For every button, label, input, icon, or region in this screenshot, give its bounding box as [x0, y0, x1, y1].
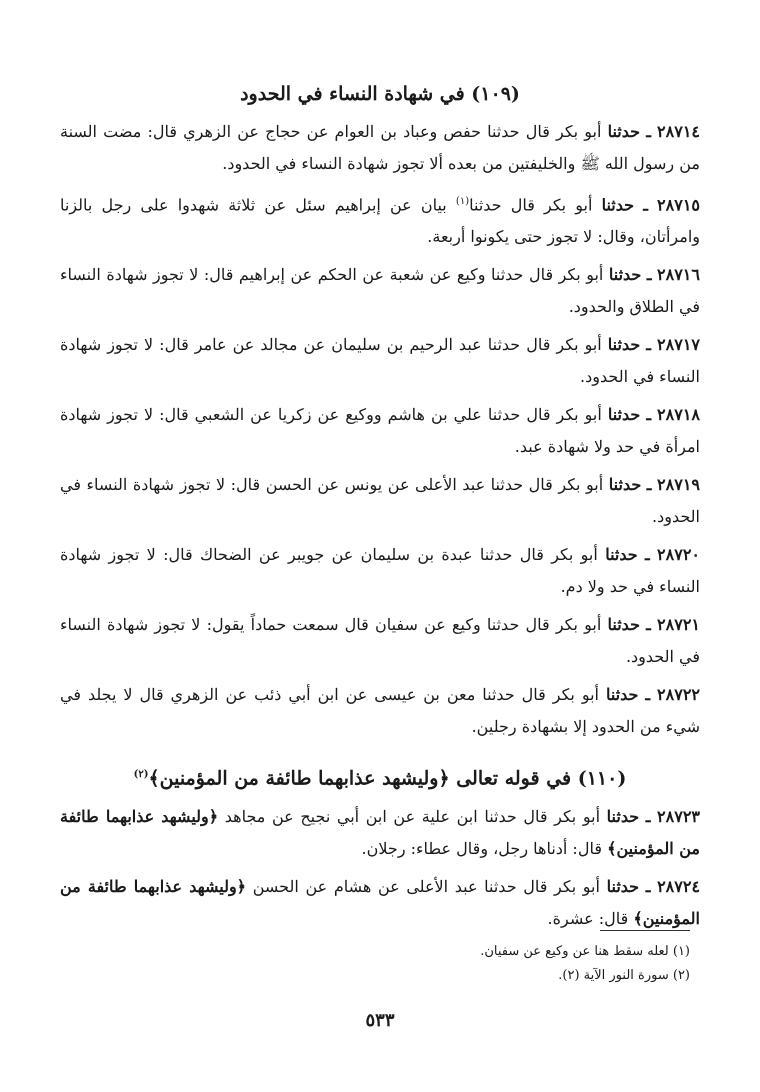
hadith-28717	[60, 329, 700, 393]
dash: ـ	[646, 615, 651, 635]
hadith-text: أبو بكر قال حدثنا وكيع عن سفيان قال سمعت حماداً يقول: لا تجوز شهادة النساء في الحدود.	[60, 615, 700, 667]
hadith-text: أبو بكر قال حدثنا عبد الأعلى عن هشام عن الحسن	[252, 876, 600, 896]
footnote-rule	[600, 930, 690, 931]
hadith-lead: حدثنا	[607, 405, 641, 425]
hadith-text: أبو بكر قال حدثنا معن بن عيسى عن ابن أبي ذئب عن الزهري قال لا يجلد في شيء من الحدود إلا بشهادة رجلين.	[60, 685, 700, 737]
footnote-2: (٢) سورة النور الآية (٢).	[558, 968, 690, 983]
dash: ـ	[645, 806, 651, 826]
hadith-text: أبو بكر قال حدثنا عبدة بن سليمان عن جويبر عن الضحاك قال: لا تجوز شهادة النساء في حد ولا دم.	[60, 545, 700, 597]
dash: ـ	[646, 335, 651, 355]
hadith-text-cont: قال: أدناها رجل، وقال عطاء: رجلان.	[361, 838, 602, 858]
hadith-28719	[60, 469, 700, 533]
dash: ـ	[646, 265, 652, 285]
quran-quote: ﴿وليشهد عذابهما طائفة من المؤمنين﴾	[60, 806, 700, 858]
hadith-lead: حدثنا	[608, 475, 642, 495]
footnote-ref: (١)	[455, 196, 470, 207]
hadith-lead: حدثنا	[607, 122, 641, 141]
hadith-28716	[60, 259, 700, 323]
section-title: (١١٠) في قوله تعالى ﴿وليشهد عذابهما طائفة من المؤمنين﴾	[148, 767, 627, 790]
page-number: ٥٣٣	[365, 1010, 395, 1031]
section-heading-110	[60, 761, 700, 792]
hadith-text: أبو بكر قال حدثنا	[469, 195, 593, 215]
dash: ـ	[646, 122, 651, 141]
hadith-lead: حدثنا	[607, 335, 641, 355]
footnote-ref: (٢)	[133, 769, 149, 781]
hadith-number: ٢٨٧٢١	[657, 615, 700, 635]
hadith-text-cont: قال: عشرة.	[547, 908, 629, 928]
hadith-lead: حدثنا	[606, 876, 640, 896]
page-body	[60, 80, 700, 941]
hadith-28721	[60, 609, 700, 673]
hadith-text-cont: بيان عن إبراهيم سئل عن ثلاثة شهدوا على رجل بالزنا وامرأتان، وقال: لا تجوز حتى يكونوا أربعة.	[60, 195, 700, 247]
hadith-lead: حدثنا	[601, 195, 635, 215]
hadith-28722	[60, 679, 700, 743]
hadith-28718	[60, 399, 700, 463]
hadith-text: أبو بكر قال حدثنا حفص وعباد بن العوام عن حجاج عن الزهري قال: مضت السنة من رسول الله ﷺ والخليفتين من بعده ألا تجوز شهادة النساء في الحدود.	[60, 122, 700, 173]
footnotes	[300, 940, 690, 988]
footnote-1: (١) لعله سقط هنا عن وكيع عن سفيان.	[480, 944, 690, 959]
hadith-28715	[60, 186, 700, 253]
hadith-text: أبو بكر قال حدثنا عبد الأعلى عن يونس عن الحسن قال: لا تجوز شهادة النساء في الحدود.	[60, 475, 700, 527]
hadith-text: أبو بكر قال حدثنا ابن علية عن ابن أبي نجيح عن مجاهد	[224, 806, 601, 826]
hadith-number: ٢٨٧١٩	[657, 475, 701, 495]
hadith-lead: حدثنا	[607, 615, 640, 635]
dash: ـ	[643, 195, 648, 215]
hadith-lead: حدثنا	[605, 685, 639, 705]
hadith-lead: حدثنا	[605, 545, 638, 565]
hadith-number: ٢٨٧١٧	[657, 335, 700, 355]
hadith-number: ٢٨٧١٥	[657, 195, 700, 215]
section-heading-109: (١٠٩) في شهادة النساء في الحدود	[240, 83, 520, 105]
dash: ـ	[645, 545, 650, 565]
hadith-28714	[60, 116, 700, 180]
dash: ـ	[645, 685, 651, 705]
hadith-number: ٢٨٧٢٠	[657, 545, 701, 565]
hadith-text: أبو بكر قال حدثنا وكيع عن شعبة عن الحكم عن إبراهيم قال: لا تجوز شهادة النساء في الطلاق والحدود.	[60, 265, 700, 317]
hadith-number: ٢٨٧٢٣	[657, 806, 701, 826]
dash: ـ	[646, 475, 652, 495]
hadith-28723	[60, 801, 700, 865]
hadith-number: ٢٨٧١٤	[657, 122, 701, 141]
hadith-lead: حدثنا	[608, 265, 642, 285]
hadith-lead: حدثنا	[606, 806, 640, 826]
quran-quote: ﴿وليشهد عذابهما طائفة من المؤمنين﴾	[60, 876, 700, 928]
hadith-number: ٢٨٧٢٤	[657, 876, 701, 896]
hadith-28724	[60, 871, 700, 935]
hadith-number: ٢٨٧٢٢	[657, 685, 701, 705]
hadith-text: أبو بكر قال حدثنا عبد الرحيم بن سليمان عن مجالد عن عامر قال: لا تجوز شهادة النساء في الحدود.	[60, 335, 700, 387]
hadith-28720	[60, 539, 700, 603]
dash: ـ	[645, 876, 651, 896]
hadith-number: ٢٨٧١٨	[657, 405, 701, 425]
hadith-text: أبو بكر قال حدثنا علي بن هاشم ووكيع عن زكريا عن الشعبي قال: لا تجوز شهادة امرأة في حد ولا شهادة عبد.	[60, 405, 700, 457]
hadith-number: ٢٨٧١٦	[657, 265, 700, 285]
dash: ـ	[646, 405, 652, 425]
